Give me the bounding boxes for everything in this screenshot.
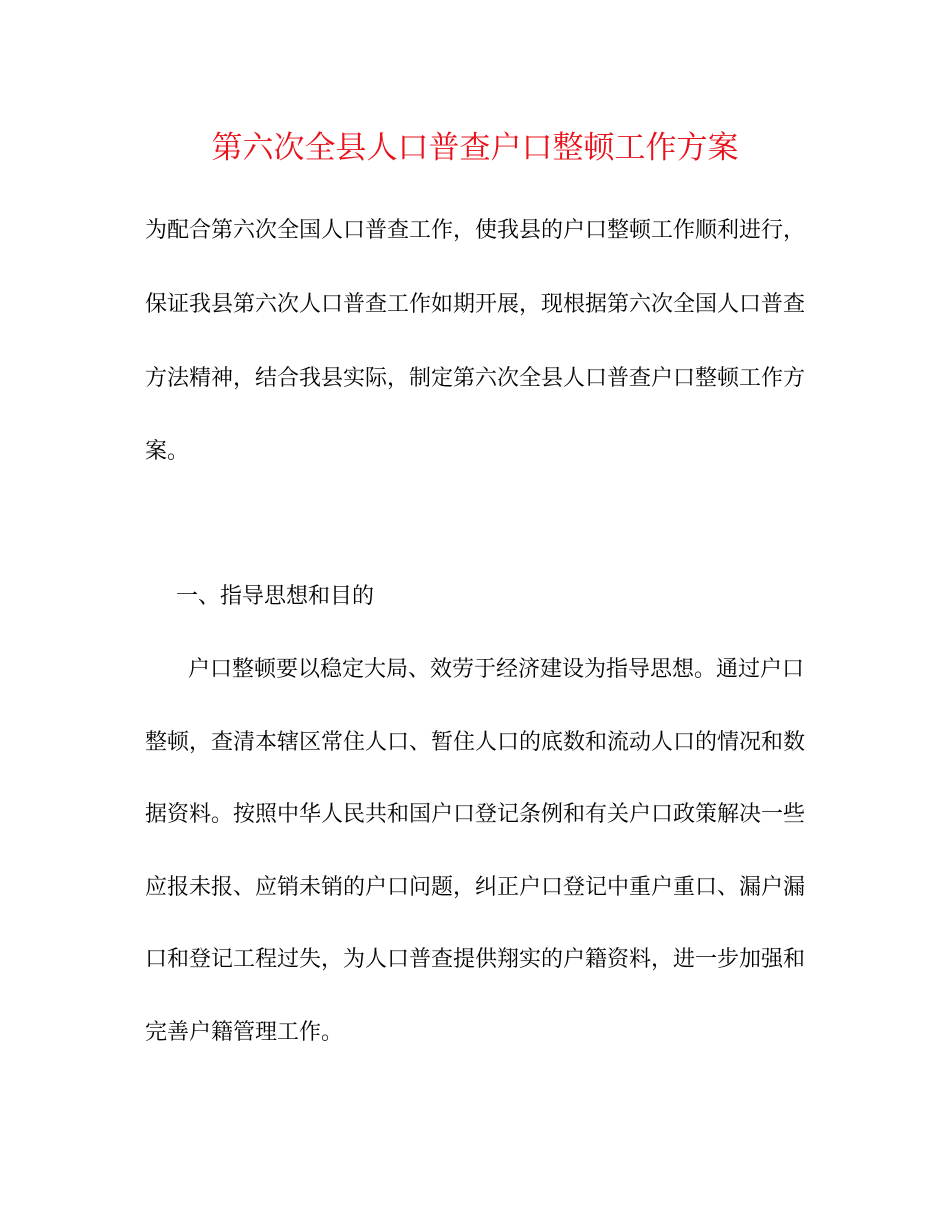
section-line-5: 口和登记工程过失，为人口普查提供翔实的户籍资料，进一步加强和 [145,947,806,972]
section-line-2: 整顿，查清本辖区常住人口、暂住人口的底数和流动人口的情况和数 [145,730,806,755]
intro-line-1: 为配合第六次全国人口普查工作，使我县的户口整顿工作顺利进行， [145,218,806,243]
section-heading: 一、指导思想和目的 [176,584,375,609]
section-line-4: 应报未报、应销未销的户口问题，纠正户口登记中重户重口、漏户漏 [145,875,806,900]
intro-line-4: 案。 [145,439,190,464]
section-line-3: 据资料。按照中华人民共和国户口登记条例和有关户口政策解决一些 [145,802,806,827]
section-line-1: 户口整顿要以稳定大局、效劳于经济建设为指导思想。通过户口 [188,657,805,682]
intro-line-3: 方法精神，结合我县实际，制定第六次全县人口普查户口整顿工作方 [145,366,806,391]
section-line-6: 完善户籍管理工作。 [145,1020,344,1045]
document-title: 第六次全县人口普查户口整顿工作方案 [211,130,739,166]
intro-line-2: 保证我县第六次人口普查工作如期开展，现根据第六次全国人口普查 [145,292,806,317]
